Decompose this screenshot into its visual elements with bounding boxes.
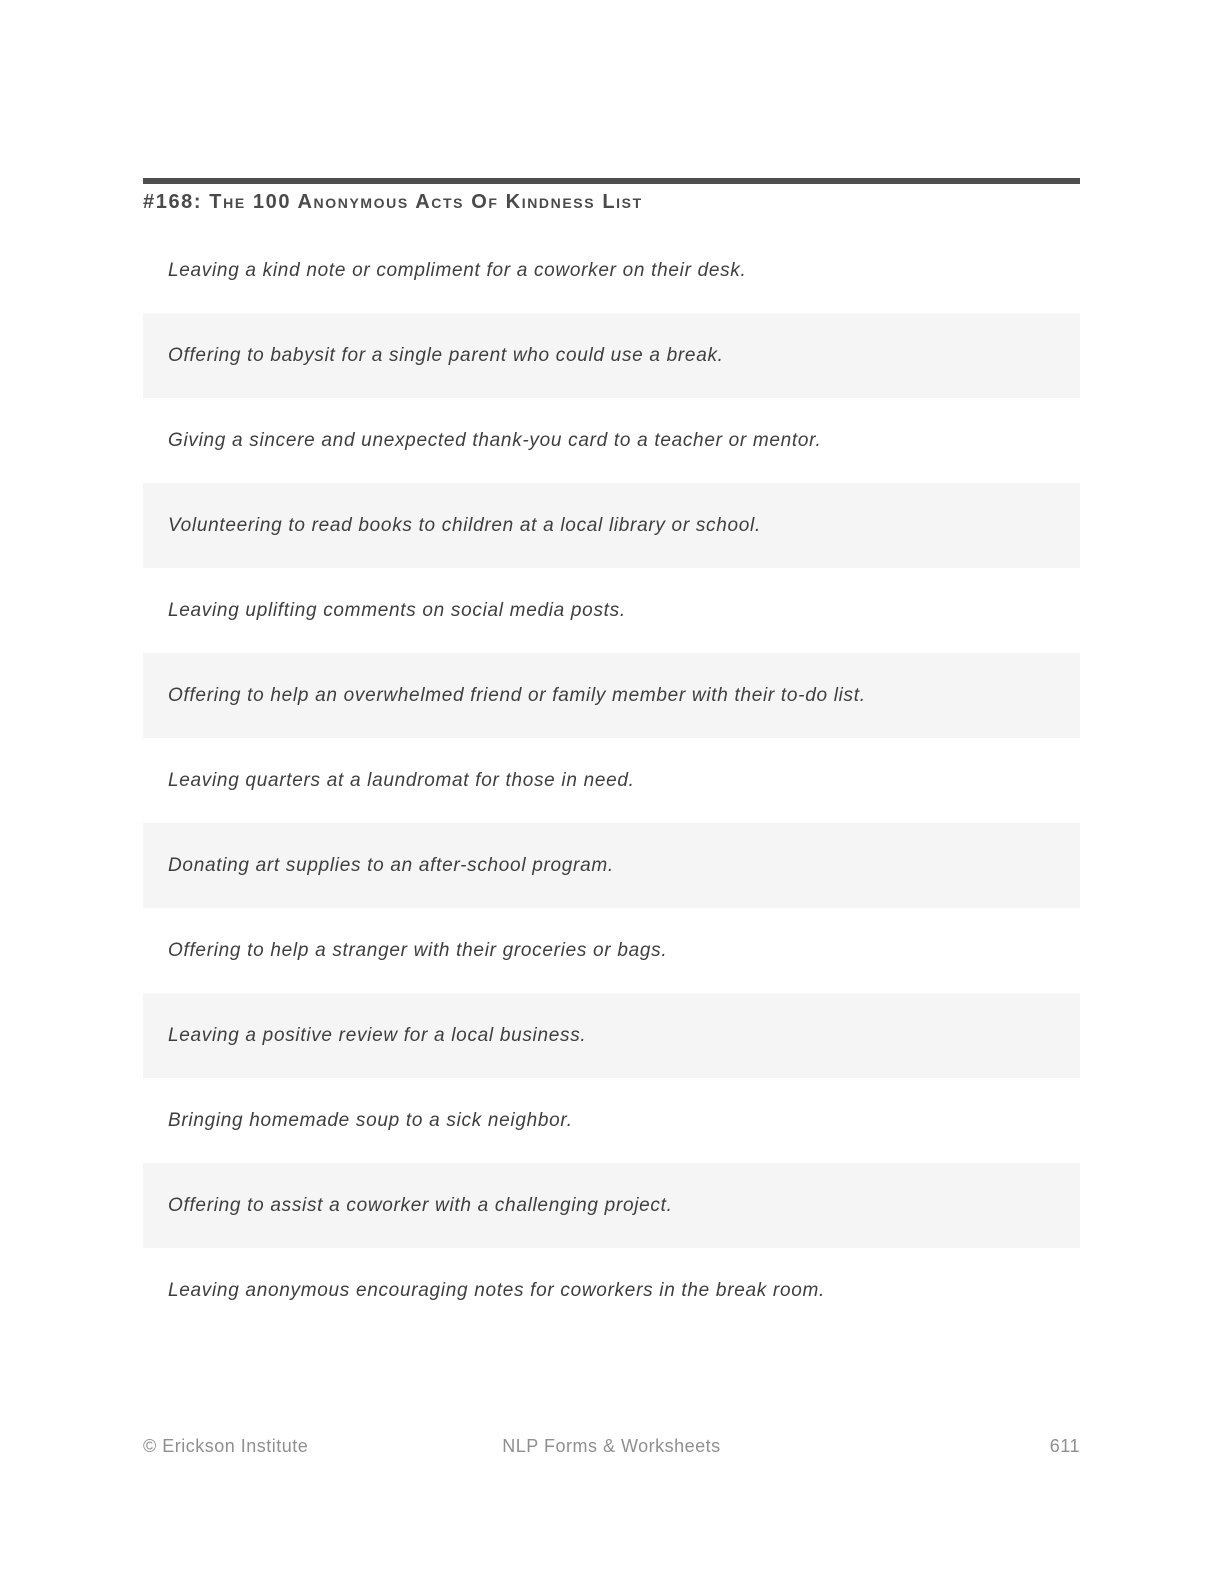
content-area bbox=[143, 0, 1080, 1333]
list-item bbox=[143, 1248, 1080, 1333]
list-item-text: Leaving a kind note or compliment for a coworker on their desk. bbox=[168, 259, 747, 281]
kindness-list bbox=[143, 228, 1080, 1333]
list-item-text: Giving a sincere and unexpected thank-you card to a teacher or mentor. bbox=[168, 429, 822, 451]
list-item bbox=[143, 313, 1080, 398]
list-item bbox=[143, 993, 1080, 1078]
list-item-text: Offering to help an overwhelmed friend or family member with their to-do list. bbox=[168, 684, 866, 706]
list-item bbox=[143, 823, 1080, 908]
list-item-text: Donating art supplies to an after-school program. bbox=[168, 854, 614, 876]
list-item bbox=[143, 1163, 1080, 1248]
list-item-text: Leaving uplifting comments on social media posts. bbox=[168, 599, 626, 621]
list-item-text: Offering to babysit for a single parent who could use a break. bbox=[168, 344, 724, 366]
list-item bbox=[143, 568, 1080, 653]
footer-page-number: 611 bbox=[1049, 1436, 1080, 1456]
list-item-text: Leaving quarters at a laundromat for those in need. bbox=[168, 769, 635, 791]
header-rule bbox=[143, 178, 1080, 184]
list-item-text: Leaving anonymous encouraging notes for coworkers in the break room. bbox=[168, 1279, 826, 1301]
list-item bbox=[143, 908, 1080, 993]
list-item-text: Leaving a positive review for a local business. bbox=[168, 1024, 587, 1046]
list-item bbox=[143, 228, 1080, 313]
list-item-text: Volunteering to read books to children at a local library or school. bbox=[168, 514, 761, 536]
footer-copyright: © Erickson Institute bbox=[143, 1436, 309, 1456]
footer-document-name: NLP Forms & Worksheets bbox=[502, 1436, 721, 1456]
list-item-text: Offering to assist a coworker with a challenging project. bbox=[168, 1194, 673, 1216]
page-footer bbox=[143, 1436, 1080, 1457]
page-title: #168: The 100 Anonymous Acts Of Kindness List bbox=[143, 191, 643, 213]
list-item bbox=[143, 1078, 1080, 1163]
list-item-text: Offering to help a stranger with their groceries or bags. bbox=[168, 939, 668, 961]
list-item bbox=[143, 398, 1080, 483]
list-item bbox=[143, 653, 1080, 738]
list-item bbox=[143, 738, 1080, 823]
list-item-text: Bringing homemade soup to a sick neighbor. bbox=[168, 1109, 573, 1131]
list-item bbox=[143, 483, 1080, 568]
